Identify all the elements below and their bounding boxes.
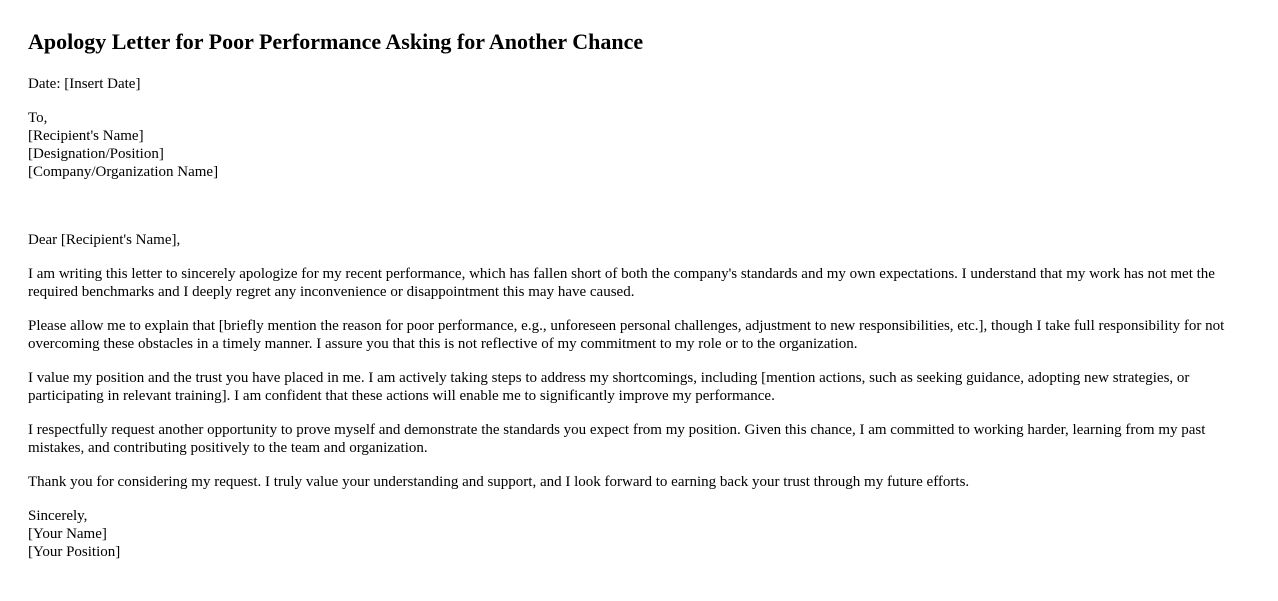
body-paragraph-4: I respectfully request another opportunity to prove myself and demonstrate the standards you expect from my position. Given this chance, I am committed to working harder, learning from my past mistakes, and contributing positively to the team and organization.: [28, 422, 1206, 456]
date-line: Date: [Insert Date]: [28, 76, 141, 92]
letter-title: Apology Letter for Poor Performance Asking for Another Chance: [28, 29, 644, 54]
recipient-designation: [Designation/Position]: [28, 146, 164, 162]
signer-name: [Your Name]: [28, 526, 107, 542]
salutation: Dear [Recipient's Name],: [28, 232, 181, 248]
body-paragraph-5: Thank you for considering my request. I truly value your understanding and support, and I look forward to earning back your trust through my future efforts.: [28, 474, 970, 490]
body-paragraph-3: I value my position and the trust you have placed in me. I am actively taking steps to address my shortcomings, including [mention actions, such as seeking guidance, adopting new strategies, or participating in relevant training]. I am confident that these actions will enable me to significantly improve my performance.: [28, 370, 1190, 404]
recipient-to: To,: [28, 110, 48, 126]
signer-position: [Your Position]: [28, 544, 121, 560]
recipient-company: [Company/Organization Name]: [28, 164, 219, 180]
body-paragraph-1: I am writing this letter to sincerely apologize for my recent performance, which has fallen short of both the company's standards and my own expectations. I understand that my work has not met the required benchmarks and I deeply regret any inconvenience or disappointment this may have caused.: [28, 266, 1215, 300]
recipient-name: [Recipient's Name]: [28, 128, 144, 144]
body-paragraph-2: Please allow me to explain that [briefly mention the reason for poor performance, e.g., unforeseen personal challenges, adjustment to new responsibilities, etc.], though I take full responsibility for not overcoming these obstacles in a timely manner. I assure you that this is not reflective of my commitment to my role or to the organization.: [28, 318, 1225, 352]
closing-block: [28, 507, 1250, 561]
recipient-block: [28, 109, 1250, 181]
sign-off: Sincerely,: [28, 508, 88, 524]
